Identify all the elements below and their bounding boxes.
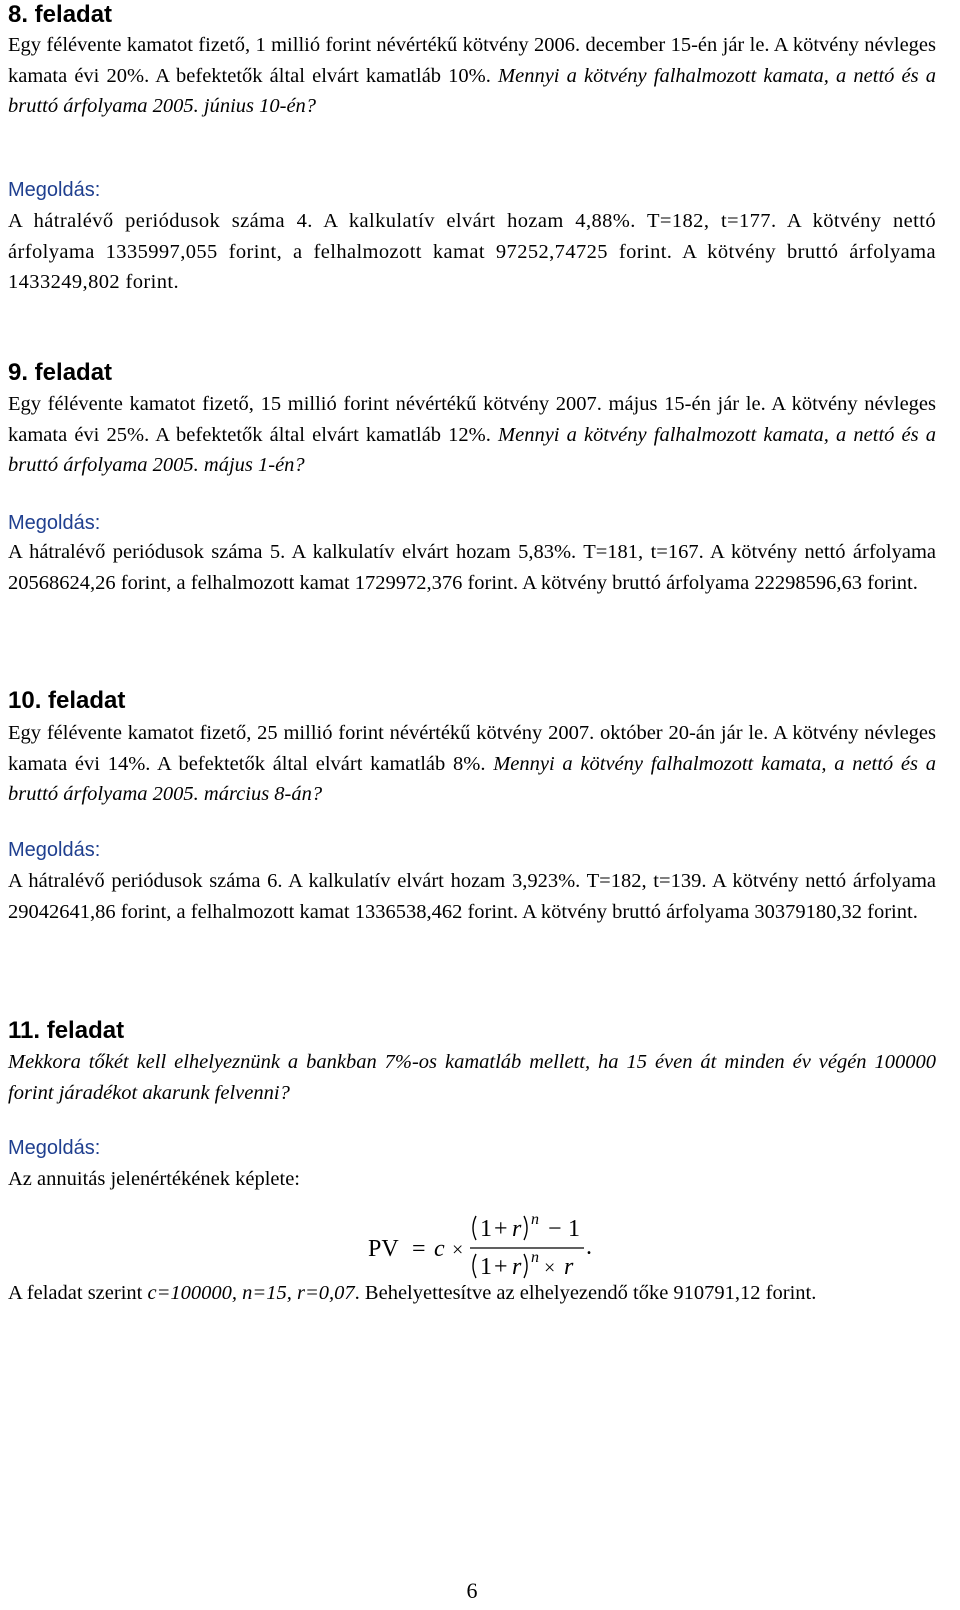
denominator-one: 1 [480,1254,492,1280]
task-11-result-text-a: A feladat szerint [8,1282,148,1304]
task-11-solution-label: Megoldás: [8,1137,101,1159]
task-10-question [8,718,936,810]
task-8-title: 8. feladat [8,1,113,28]
denominator-plus: + [494,1254,508,1280]
task-9-solution-label: Megoldás: [8,512,101,534]
denominator-right-paren [524,1254,527,1278]
task-9-question [8,389,936,481]
task-10-question-text: Egy félévente kamatot fizető, 25 millió forint névértékű kötvény 2007. október 20-án jár le. A kötvény névleges kamata évi 14%. A befektetők által elvárt kamatláb 8%. [8,722,936,775]
task-9-question-italic: Mennyi a kötvény falhalmozott kamata, a nettó és a bruttó árfolyama 2005. május 1-én? [8,423,936,476]
task-9-question-text: Egy félévente kamatot fizető, 15 millió forint névértékű kötvény 2007. május 15-én jár le. A kötvény névleges kamata évi 25%. A befektetők által elvárt kamatláb 12%. [8,393,936,446]
task-8-solution-text: A hátralévő periódusok száma 4. A kalkulatív elvárt hozam 4,88%. T=182, t=177. A kötvény nettó árfolyama 1335997,055 forint, a felhalmozott kamat 97252,74725 forint. A kötvény bruttó árfolyama 1433249,802 forint. [8,210,936,293]
annuity-formula [366,1212,626,1282]
numerator-plus: + [494,1216,508,1242]
task-8-question [8,30,936,122]
task-10-solution-text: A hátralévő periódusok száma 6. A kalkulatív elvárt hozam 3,923%. T=182, t=139. A kötvény nettó árfolyama 29042641,86 forint, a felhalmozott kamat 1336538,462 forint. A kötvény bruttó árfolyama 30379180,32 forint. [8,870,936,923]
numerator-left-paren [473,1216,476,1240]
numerator-n: n [531,1212,539,1228]
numerator-right-paren [524,1216,527,1240]
formula-equals: = [412,1236,426,1262]
numerator-minus: − [548,1216,562,1242]
task-8-question-italic: Mennyi a kötvény falhalmozott kamata, a nettó és a bruttó árfolyama 2005. június 10-én? [8,64,936,117]
task-9-solution-text: A hátralévő periódusok száma 5. A kalkulatív elvárt hozam 5,83%. T=181, t=167. A kötvény nettó árfolyama 20568624,26 forint, a felhalmozott kamat 1729972,376 forint. A kötvény bruttó árfolyama 22298596,63 forint. [8,541,936,594]
task-8-question-text: Egy félévente kamatot fizető, 1 millió forint névértékű kötvény 2006. december 15-én jár le. A kötvény névleges kamata évi 20%. A befektetők által elvárt kamatláb 10%. [8,34,936,87]
task-11-title: 11. feladat [8,1017,125,1044]
task-11-result-params: c=100000, n=15, r=0,07 [147,1282,355,1304]
formula-c: c [434,1236,445,1262]
denominator-r: r [512,1254,522,1280]
task-10-title: 10. feladat [8,687,126,714]
page-number: 6 [466,1578,478,1603]
formula-pv: PV [368,1236,399,1262]
formula-period: . [586,1234,592,1260]
task-11-question: Mekkora tőkét kell elhelyeznünk a bankban 7%-os kamatláb mellett, ha 15 éven át minden év végén 100000 forint járadékot akarunk felvenni? [8,1051,936,1104]
task-9-title: 9. feladat [8,359,113,386]
denominator-times: × [544,1257,556,1279]
formula-times: × [452,1239,464,1261]
task-11-result-text-b: . Behelyettesítve az elhelyezendő tőke 910791,12 forint. [354,1282,817,1304]
numerator-one: 1 [480,1216,492,1242]
denominator-left-paren [473,1254,476,1278]
task-10-solution-label: Megoldás: [8,839,101,861]
task-11-result [8,1278,936,1309]
denominator-n: n [531,1249,539,1266]
task-8-solution-label: Megoldás: [8,179,101,201]
numerator-r: r [512,1216,522,1242]
denominator-r-2: r [564,1254,574,1280]
numerator-one-2: 1 [568,1216,580,1242]
task-11-solution-intro: Az annuitás jelenértékének képlete: [8,1168,300,1190]
task-10-question-italic: Mennyi a kötvény falhalmozott kamata, a nettó és a bruttó árfolyama 2005. március 8-án? [8,752,936,805]
